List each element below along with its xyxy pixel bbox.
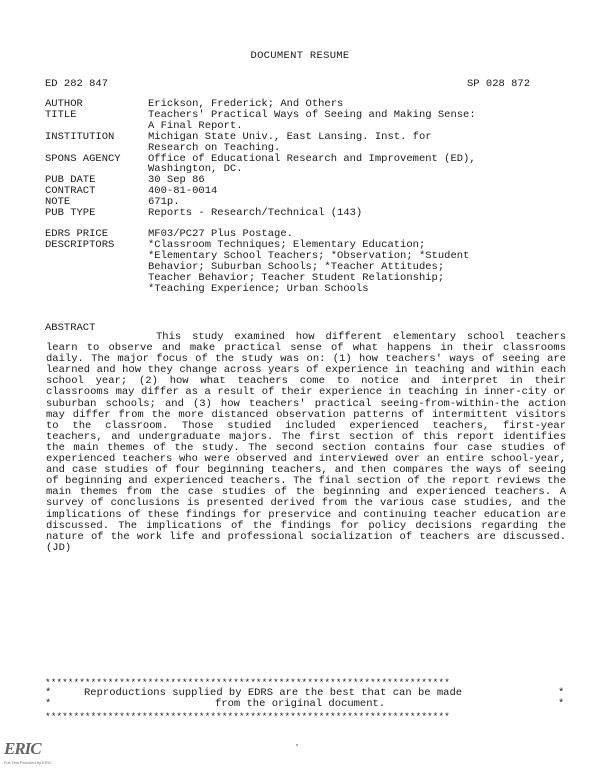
scan-speck xyxy=(296,744,298,746)
field-row xyxy=(45,154,573,176)
field-value: Reports - Research/Technical (143) xyxy=(148,207,363,220)
eric-logo xyxy=(4,739,52,765)
field-label: INSTITUTION xyxy=(45,130,115,143)
abstract-text: This study examined how different elementary school teachers learn to observe and make practical sense of what happens in their classrooms daily. The major focus of the study was on: (1) how teachers' ways of seeing are learned and how they change across years of experience in teaching and within each school year; (2) how what teachers come to notice and interpret in their classrooms may differ as a result of their experience in teaching in inner-city or suburban schools; and (3) how teachers' practical seeing-from-within-the action may differ from the more distanced observation patterns of intermittent visitors to the classroom. Those studied included experienced teachers, first-year teachers, and undergraduate majors. The first section of this report identifies the main themes of the study. The second section contains four case studies of experienced teachers who were observed and interviewed over an entire school-year, and case studies of four beginning teachers, and then compares the ways of seeing of beginning and experienced teachers. The final section of the report reviews the main themes from the case studies of the beginning and experienced teachers. A survey of conclusions is presented derived from the various case studies, and the implications of these findings for preservice and continuing teacher education are discussed. The implications of the findings for policy decisions regarding the nature of the work life and professional socialization of teachers are discussed. (JD) xyxy=(46,331,566,554)
field-value: Teachers' Practical Ways of Seeing and Making Sense: A Final Report. xyxy=(148,108,476,132)
field-label: PUB DATE xyxy=(45,174,96,187)
spacer xyxy=(45,219,573,229)
field-label: NOTE xyxy=(45,196,71,209)
field-value: Office of Educational Research and Improvement (ED), Washington, DC. xyxy=(148,152,476,176)
field-label: SPONS AGENCY xyxy=(45,152,121,165)
abstract-label: ABSTRACT xyxy=(45,322,96,334)
notice-line-1: Reproductions supplied by EDRS are the best that can be made xyxy=(84,687,463,699)
field-row xyxy=(45,175,573,186)
sp-number: SP 028 872 xyxy=(467,78,531,90)
field-value: Erickson, Frederick; And Others xyxy=(148,98,344,110)
ed-number: ED 282 847 xyxy=(45,78,109,90)
field-value: 30 Sep 86 xyxy=(148,174,205,187)
metadata-fields xyxy=(45,99,573,294)
field-value: 400-81-0014 xyxy=(148,185,218,198)
star-border-top: *********************************************************************** xyxy=(45,678,450,688)
field-label: DESCRIPTORS xyxy=(45,238,115,251)
field-value: Michigan State Univ., East Lansing. Inst. for Research on Teaching. xyxy=(148,130,432,154)
field-value: 671p. xyxy=(148,196,180,209)
field-label: TITLE xyxy=(45,108,77,121)
star-right: * xyxy=(558,687,565,699)
field-label: CONTRACT xyxy=(45,185,96,198)
field-value: MF03/PC27 Plus Postage. xyxy=(148,227,293,240)
field-label: EDRS PRICE xyxy=(45,227,109,240)
notice-line-2: from the original document. xyxy=(215,698,386,710)
field-value: *Classroom Techniques; Elementary Education; *Elementary School Teachers; *Observation; *Student Behavior; Suburban Schools; *Teacher Attitudes; Teacher Behavior; Teacher Student Relationship; *Teaching Experience; Urban Schools xyxy=(148,238,470,295)
star-left: * xyxy=(45,687,52,699)
star-right: * xyxy=(558,698,565,710)
eric-logo-text: ERIC xyxy=(4,739,41,758)
document-title: DOCUMENT RESUME xyxy=(250,50,350,62)
field-row xyxy=(45,186,573,197)
star-border-bottom: *********************************************************************** xyxy=(45,712,450,722)
field-label: AUTHOR xyxy=(45,98,83,110)
field-label: PUB TYPE xyxy=(45,207,96,220)
field-row xyxy=(45,132,573,154)
field-row xyxy=(45,110,573,132)
field-row xyxy=(45,240,573,295)
star-left: * xyxy=(45,698,52,710)
eric-logo-subtext: Full Text Provided by ERIC xyxy=(4,760,52,765)
field-row xyxy=(45,208,573,219)
